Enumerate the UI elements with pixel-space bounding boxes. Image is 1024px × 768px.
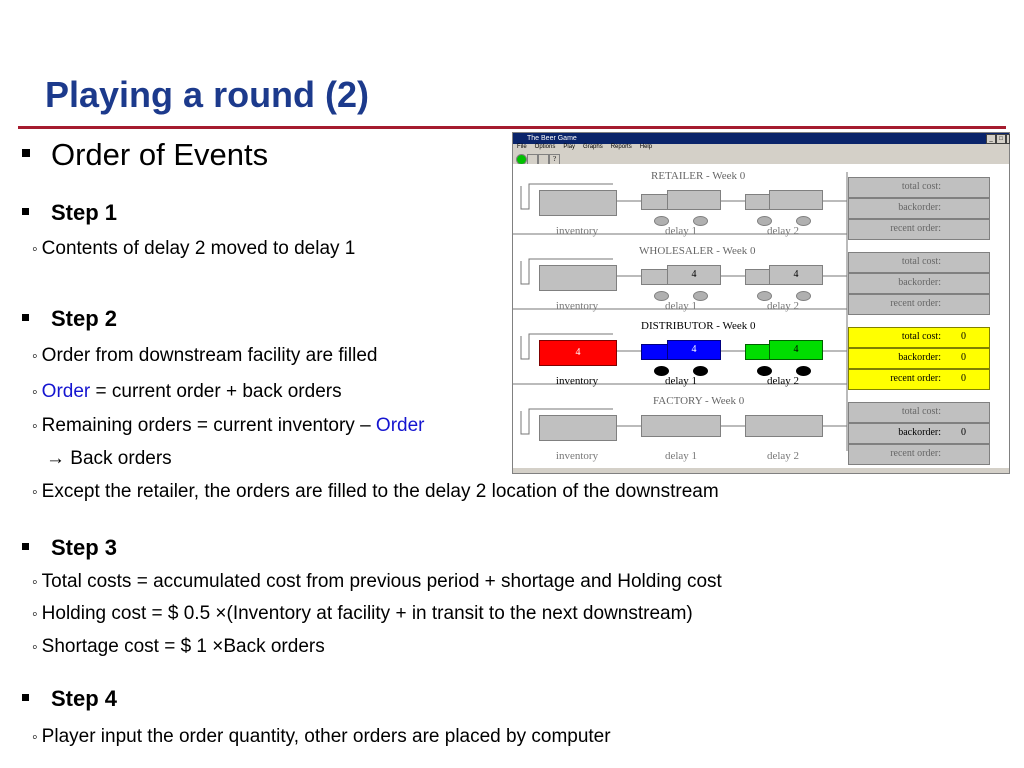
section-heading: Order of Events [51, 137, 269, 172]
distributor-backorder: backorder: 0 [848, 348, 990, 369]
step4-label: Step 4 [51, 686, 118, 711]
menu-graphs[interactable]: Graphs [583, 144, 603, 150]
step2-bullet [22, 314, 29, 321]
close-button[interactable] [1006, 134, 1010, 144]
retailer-delay1-b [667, 190, 721, 210]
step3-item-1: ◦ Total costs = accumulated cost from previous period + shortage and Holding cost [32, 571, 722, 592]
wholesaler-inventory-label: inventory [555, 300, 599, 312]
retailer-delay2-label: delay 2 [766, 225, 800, 237]
step3-label: Step 3 [51, 535, 118, 560]
step3-item-2: ◦ Holding cost = $ 0.5 ×(Inventory at facility + in transit to the next downstream) [32, 603, 693, 624]
window-title: The Beer Game [527, 135, 577, 142]
step2-item-3: ◦ Remaining orders = current inventory – Order [32, 415, 425, 436]
wholesaler-delay1-label: delay 1 [664, 300, 698, 312]
distributor-delay2-a [745, 344, 771, 360]
distributor-delay2-b: 4 [769, 340, 823, 360]
retailer-inventory [539, 190, 617, 216]
retailer-delay1-label: delay 1 [664, 225, 698, 237]
minimize-button[interactable]: _ [986, 134, 996, 144]
step2-item-4: → Back orders [46, 448, 172, 469]
step3-bullet [22, 543, 29, 550]
title-divider [18, 126, 1006, 129]
factory-title: FACTORY - Week 0 [653, 395, 745, 407]
retailer-total-cost: total cost: [848, 177, 990, 198]
factory-delay2-label: delay 2 [766, 450, 800, 462]
menu-help[interactable]: Help [639, 144, 653, 150]
maximize-button[interactable]: □ [996, 134, 1006, 144]
retailer-delay2-a [745, 194, 771, 210]
menu-play[interactable]: Play [563, 144, 576, 150]
help-icon[interactable]: ? [549, 154, 560, 165]
retailer-backorder: backorder: [848, 198, 990, 219]
step1-item-1: ◦ Contents of delay 2 moved to delay 1 [32, 238, 356, 259]
retailer-delay1-a [641, 194, 669, 210]
step1-label: Step 1 [51, 200, 118, 225]
wholesaler-inventory [539, 265, 617, 291]
menu-options[interactable]: Options [534, 144, 556, 150]
heading-bullet [22, 149, 30, 157]
factory-delay1 [641, 415, 721, 437]
menu-bar [513, 144, 1009, 153]
distributor-delay1-a [641, 344, 669, 360]
distributor-inventory: 4 [539, 340, 617, 366]
distributor-title: DISTRIBUTOR - Week 0 [641, 320, 756, 332]
retailer-inventory-label: inventory [555, 225, 599, 237]
wholesaler-backorder: backorder: [848, 273, 990, 294]
retailer-recent-order: recent order: [848, 219, 990, 240]
wholesaler-delay1-b: 4 [667, 265, 721, 285]
wholesaler-delay2-a [745, 269, 771, 285]
toolbar [513, 153, 1009, 164]
wholesaler-delay2-b: 4 [769, 265, 823, 285]
step2-item-1: ◦ Order from downstream facility are filled [32, 345, 378, 366]
distributor-delay1-b: 4 [667, 340, 721, 360]
wholesaler-title: WHOLESALER - Week 0 [639, 245, 756, 257]
step1-bullet [22, 208, 29, 215]
factory-total-cost: total cost: [848, 402, 990, 423]
factory-delay2 [745, 415, 823, 437]
factory-backorder: backorder: 0 [848, 423, 990, 444]
distributor-total-cost: total cost: 0 [848, 327, 990, 348]
step2-item-2: ◦ Order = current order + back orders [32, 381, 342, 402]
window-titlebar [513, 133, 1009, 144]
step3-item-3: ◦ Shortage cost = $ 1 ×Back orders [32, 636, 325, 657]
step4-bullet [22, 694, 29, 701]
game-canvas [513, 164, 1009, 468]
step2-label: Step 2 [51, 306, 118, 331]
distributor-delay2-label: delay 2 [766, 375, 800, 387]
slide-title: Playing a round (2) [45, 74, 370, 115]
retailer-delay2-b [769, 190, 823, 210]
wholesaler-delay2-label: delay 2 [766, 300, 800, 312]
distributor-recent-order: recent order: 0 [848, 369, 990, 390]
menu-file[interactable]: File [517, 144, 527, 150]
retailer-title: RETAILER - Week 0 [651, 170, 746, 182]
step2-item-5: ◦ Except the retailer, the orders are filled to the delay 2 location of the downstream [32, 481, 719, 502]
step4-item-1: ◦ Player input the order quantity, other orders are placed by computer [32, 726, 611, 747]
wholesaler-delay1-a [641, 269, 669, 285]
distributor-inventory-label: inventory [555, 375, 599, 387]
distributor-delay1-label: delay 1 [664, 375, 698, 387]
factory-recent-order: recent order: [848, 444, 990, 465]
wholesaler-recent-order: recent order: [848, 294, 990, 315]
beer-game-window [512, 132, 1010, 474]
factory-delay1-label: delay 1 [664, 450, 698, 462]
factory-inventory-label: inventory [555, 450, 599, 462]
factory-inventory [539, 415, 617, 441]
wholesaler-total-cost: total cost: [848, 252, 990, 273]
menu-reports[interactable]: Reports [610, 144, 632, 150]
